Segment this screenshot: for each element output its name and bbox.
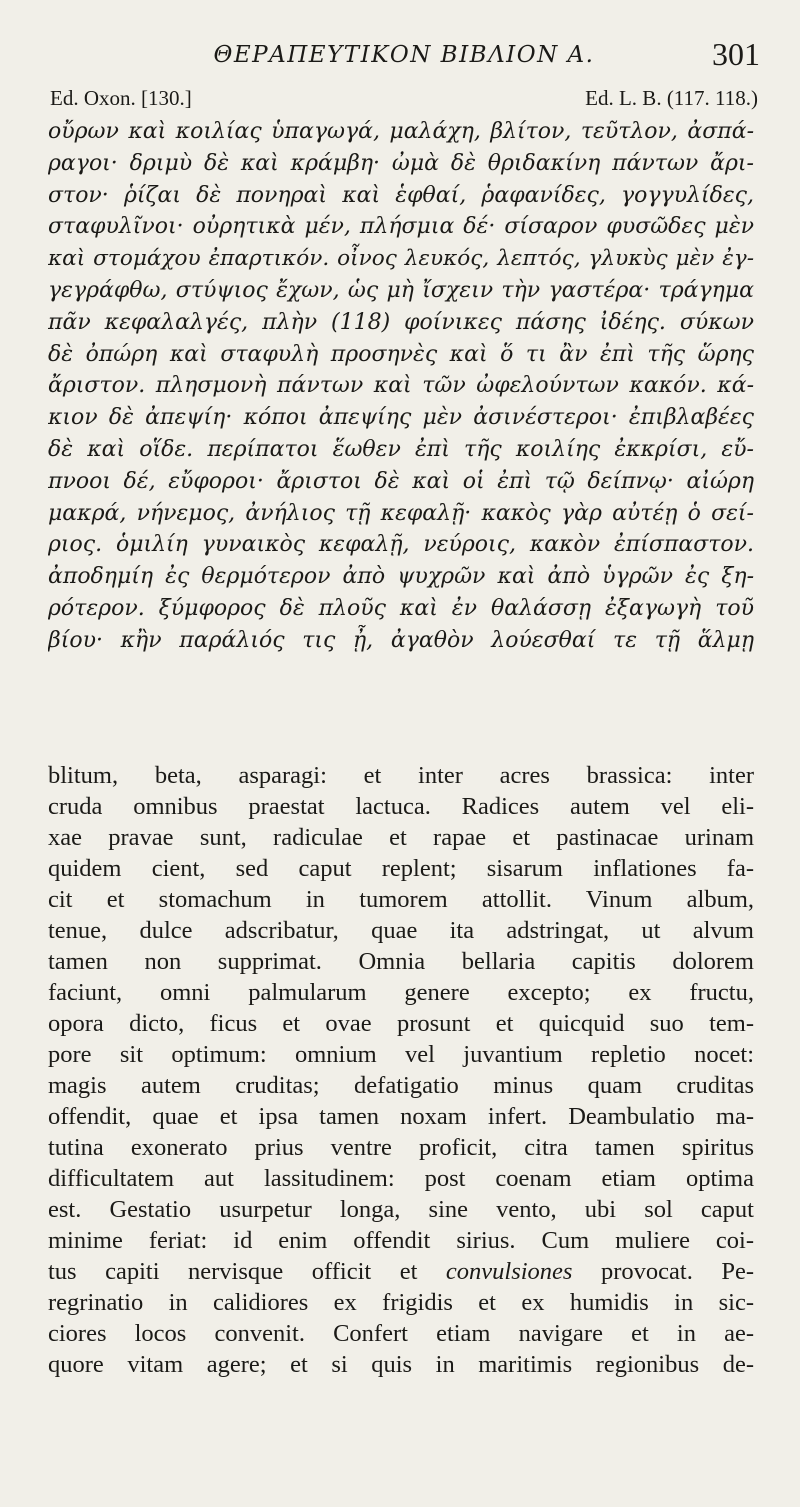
latin-text-line: tutina exonerato prius ventre proficit, citra tamen spiritus bbox=[48, 1134, 754, 1161]
latin-text-line: tamen non supprimat. Omnia bellaria capitis dolorem bbox=[48, 948, 754, 975]
latin-translation bbox=[48, 760, 754, 1380]
latin-text-line: difficultatem aut lassitudinem: post coenam etiam optima bbox=[48, 1165, 754, 1192]
latin-text-line: blitum, beta, asparagi: et inter acres brassica: inter bbox=[48, 762, 754, 789]
latin-text-line: est. Gestatio usurpetur longa, sine vento, ubi sol caput bbox=[48, 1196, 754, 1223]
greek-text-line: στον· ῥίζαι δὲ πονηραὶ καὶ ἑφθαί, ῥαφανίδες, γογγυλίδες, bbox=[48, 182, 754, 208]
greek-text-line: ρότερον. ξύμφορος δὲ πλοῦς καὶ ἐν θαλάσσῃ ἐξαγωγὴ τοῦ bbox=[48, 595, 754, 621]
latin-text-line: xae pravae sunt, radiculae et rapae et pastinacae urinam bbox=[48, 824, 754, 851]
greek-text-line: γεγράφθω, στύψιος ἔχων, ὡς μὴ ἴσχειν τὴν γαστέρα· τράγημα bbox=[48, 277, 754, 303]
greek-text-line: ραγοι· δριμὺ δὲ καὶ κράμβη· ὠμὰ δὲ θριδακίνη πάντων ἄρι- bbox=[48, 150, 754, 176]
latin-text-line: magis autem cruditas; defatigatio minus quam cruditas bbox=[48, 1072, 754, 1099]
running-title: ΘΕΡΑΠΕΥΤΙΚΟΝ ΒΙΒΛΙΟΝ Α. bbox=[213, 42, 595, 68]
latin-text-line: faciunt, omni palmularum genere excepto; ex fructu, bbox=[48, 979, 754, 1006]
greek-text-line: οὔρων καὶ κοιλίας ὑπαγωγά, μαλάχη, βλίτον, τεῦτλον, ἀσπά- bbox=[48, 119, 754, 144]
edition-references bbox=[50, 86, 758, 116]
greek-text-line: βίου· κἢν παράλιός τις ᾖ, ἀγαθὸν λούεσθαί τε τῇ ἅλμῃ bbox=[48, 627, 754, 653]
latin-text-line: quore vitam agere; et si quis in maritimis regionibus de- bbox=[48, 1351, 754, 1378]
edition-oxon-reference: Ed. Oxon. [130.] bbox=[50, 86, 192, 110]
latin-text-line: cruda omnibus praestat lactuca. Radices autem vel eli- bbox=[48, 793, 754, 820]
latin-text-line bbox=[48, 1256, 754, 1287]
greek-text bbox=[48, 116, 754, 657]
page-number: 301 bbox=[712, 36, 760, 72]
greek-text-line: δὲ καὶ οἵδε. περίπατοι ἕωθεν ἐπὶ τῆς κοιλίης ἐκκρίσι, εὔ- bbox=[48, 436, 754, 462]
greek-text-line: ριος. ὁμιλίη γυναικὸς κεφαλῇ, νεύροις, κακὸν ἐπίσπαστον. bbox=[48, 532, 754, 558]
latin-text-line: tenue, dulce adscribatur, quae ita adstringat, ut alvum bbox=[48, 917, 754, 944]
edition-lb-reference: Ed. L. B. (117. 118.) bbox=[585, 86, 758, 110]
greek-text-line: πνοοι δέ, εὔφοροι· ἄριστοι δὲ καὶ οἱ ἐπὶ τῷ δείπνῳ· αἰώρη bbox=[48, 468, 754, 494]
latin-text-line: opora dicto, ficus et ovae prosunt et quicquid suo tem- bbox=[48, 1010, 754, 1037]
latin-text-span: tus capiti nervisque officit et bbox=[48, 1258, 446, 1285]
greek-text-line: ἀποδημίη ἐς θερμότερον ἀπὸ ψυχρῶν καὶ ἀπὸ ὑγρῶν ἐς ξη- bbox=[48, 564, 754, 590]
greek-text-line: πᾶν κεφαλαλγές, πλὴν (118) φοίνικες πάσης ἰδέης. σύκων bbox=[48, 309, 754, 335]
latin-text-span: provocat. Pe- bbox=[572, 1258, 754, 1285]
greek-text-line: δὲ ὀπώρη καὶ σταφυλὴ προσηνὲς καὶ ὅ τι ἂν ἐπὶ τῆς ὥρης bbox=[48, 341, 754, 367]
italic-word: convulsiones bbox=[445, 1258, 573, 1285]
running-head bbox=[48, 36, 760, 76]
greek-text-line: σταφυλῖνοι· οὐρητικὰ μέν, πλήσμια δέ· σίσαρον φυσῶδες μὲν bbox=[48, 214, 754, 240]
greek-text-line: μακρά, νήνεμος, ἀνήλιος τῇ κεφαλῇ· κακὸς γὰρ αὐτέῃ ὁ σεί- bbox=[48, 500, 754, 526]
latin-text-line: pore sit optimum: omnium vel juvantium repletio nocet: bbox=[48, 1041, 754, 1068]
latin-text-line: regrinatio in calidiores ex frigidis et ex humidis in sic- bbox=[48, 1289, 754, 1316]
latin-text-line: ciores locos convenit. Confert etiam navigare et in ae- bbox=[48, 1320, 754, 1347]
latin-text-line: quidem cient, sed caput replent; sisarum inflationes fa- bbox=[48, 855, 754, 882]
latin-text-line: cit et stomachum in tumorem attollit. Vinum album, bbox=[48, 886, 754, 913]
latin-text-line: minime feriat: id enim offendit sirius. Cum muliere coi- bbox=[48, 1227, 754, 1254]
greek-text-line: κιον δὲ ἀπεψίη· κόποι ἀπεψίης μὲν ἀσινέστεροι· ἐπιβλαβέες bbox=[48, 405, 754, 431]
latin-text-line: offendit, quae et ipsa tamen noxam infert. Deambulatio ma- bbox=[48, 1103, 754, 1130]
greek-text-line: καὶ στομάχου ἐπαρτικόν. οἶνος λευκός, λεπτός, γλυκὺς μὲν ἐγ- bbox=[48, 246, 754, 272]
greek-text-line: ἄριστον. πλησμονὴ πάντων καὶ τῶν ὠφελούντων κακόν. κά- bbox=[48, 373, 754, 399]
